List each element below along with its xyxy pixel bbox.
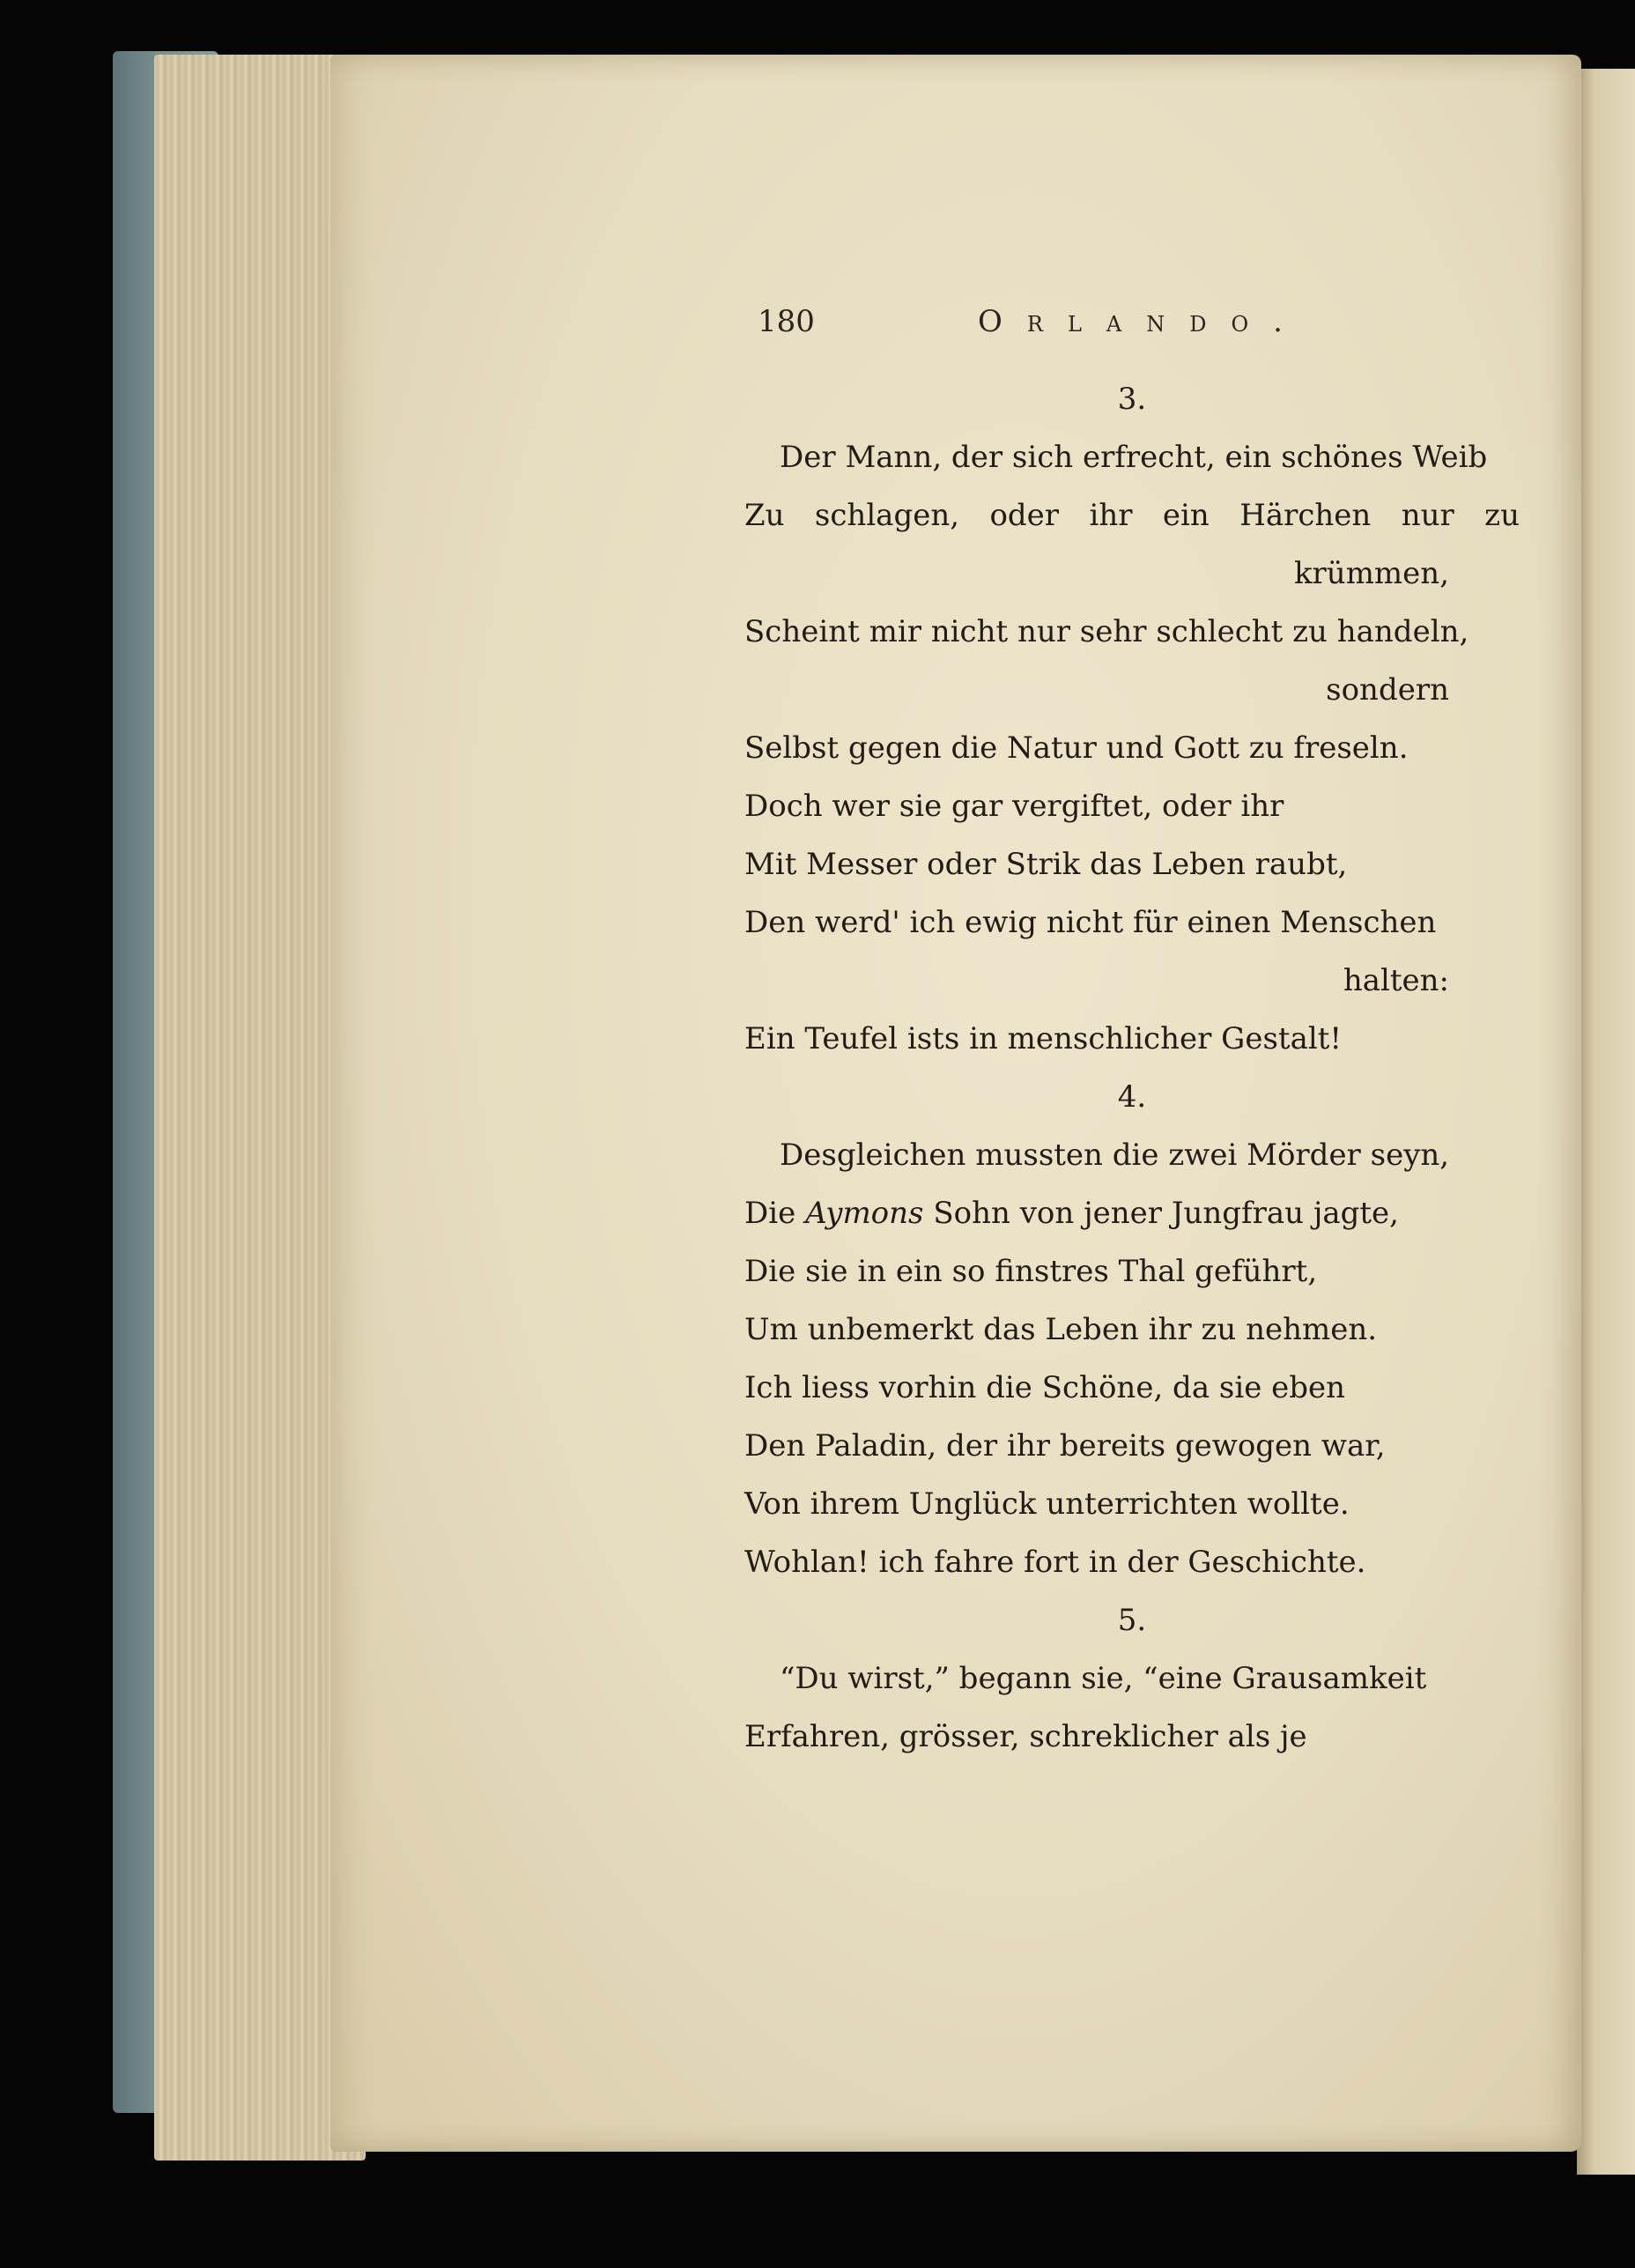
verse-line: Desgleichen mussten die zwei Mörder seyn, bbox=[780, 1138, 1450, 1173]
verse-line: Ein Teufel ists in menschlicher Gestalt! bbox=[744, 1021, 1343, 1056]
verse-line-with-emphasis bbox=[744, 1184, 1520, 1242]
stanza-number: 4. bbox=[1117, 1079, 1147, 1115]
verse-line: Den Paladin, der ihr bereits gewogen war, bbox=[744, 1428, 1386, 1464]
verse-line-carryover: halten: bbox=[1343, 963, 1449, 998]
page-header bbox=[758, 304, 1533, 348]
verse-line: Mit Messer oder Strik das Leben raubt, bbox=[744, 847, 1348, 882]
verse-line: Erfahren, grösser, schreklicher als je bbox=[744, 1719, 1307, 1754]
verse-text: Sohn von jener Jungfrau jagte, bbox=[923, 1196, 1399, 1231]
verse-line: Um unbemerkt das Leben ihr zu nehmen. bbox=[744, 1312, 1378, 1347]
emphasized-name: Aymons bbox=[805, 1196, 924, 1231]
verse-line: Von ihrem Unglück unterrichten wollte. bbox=[744, 1486, 1350, 1522]
facing-page-edge bbox=[1577, 69, 1635, 2175]
verse-text: Die bbox=[744, 1196, 806, 1231]
page-number: 180 bbox=[758, 304, 815, 339]
verse-line: Scheint mir nicht nur sehr schlecht zu handeln, bbox=[744, 614, 1469, 649]
verse-line: Zu schlagen, oder ihr ein Härchen nur zu bbox=[744, 498, 1520, 533]
verse-line: Der Mann, der sich erfrecht, ein schönes Weib bbox=[780, 440, 1488, 475]
verse-line: Doch wer sie gar vergiftet, oder ihr bbox=[744, 789, 1284, 824]
verse-line-carryover: krümmen, bbox=[1293, 556, 1449, 591]
verse-line: Wohlan! ich fahre fort in der Geschichte. bbox=[744, 1545, 1366, 1580]
verse-line: Die sie in ein so finstres Thal geführt, bbox=[744, 1254, 1318, 1289]
running-title: Orlando. bbox=[978, 304, 1307, 339]
verse-line: “Du wirst,” begann sie, “eine Grausamkeit bbox=[780, 1661, 1427, 1696]
verse-line: Selbst gegen die Natur und Gott zu freseln. bbox=[744, 730, 1409, 766]
verse-line: Den werd' ich ewig nicht für einen Menschen bbox=[744, 905, 1437, 940]
stanza-number: 3. bbox=[1117, 382, 1147, 417]
stanza-number: 5. bbox=[1117, 1603, 1147, 1638]
poem-text bbox=[744, 370, 1520, 1766]
verse-line-carryover: sondern bbox=[1326, 672, 1449, 708]
verse-line: Ich liess vorhin die Schöne, da sie eben bbox=[744, 1370, 1346, 1405]
